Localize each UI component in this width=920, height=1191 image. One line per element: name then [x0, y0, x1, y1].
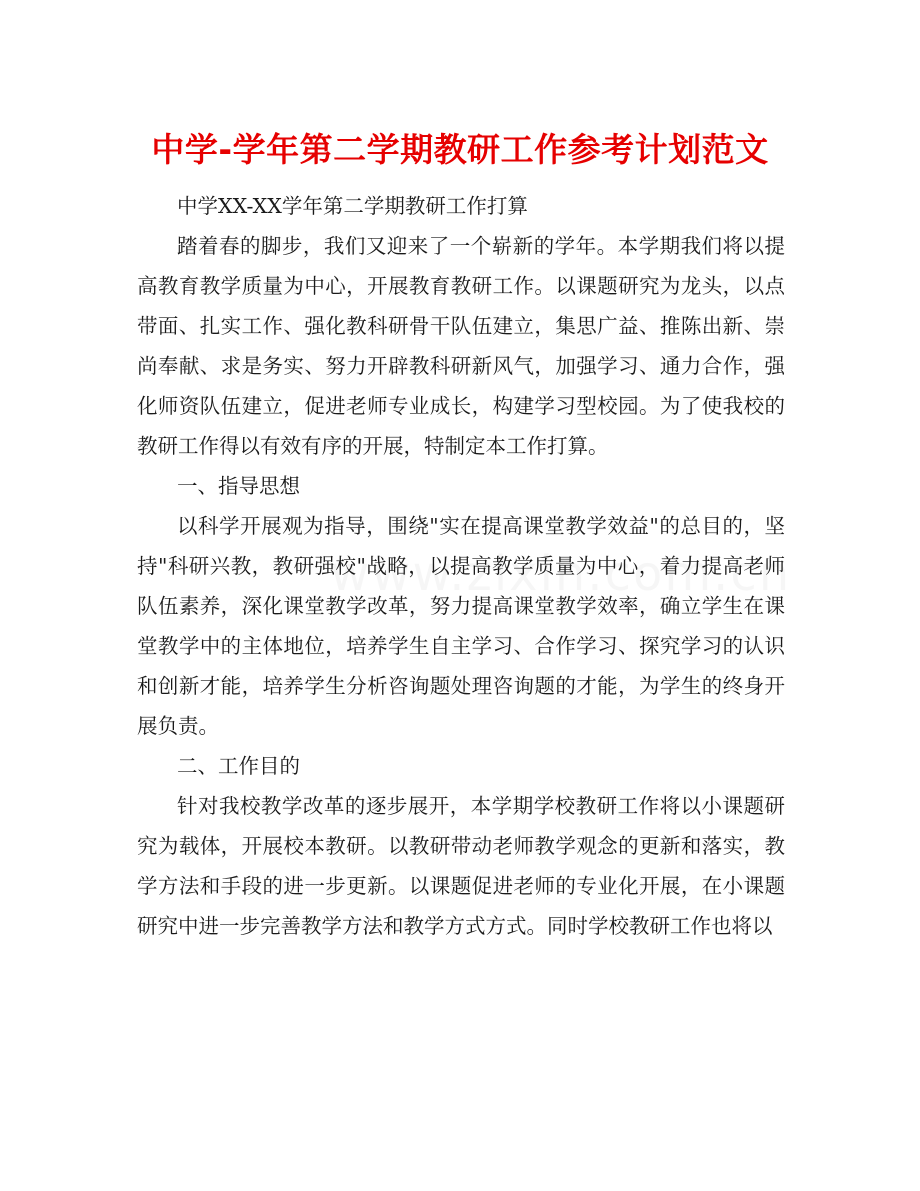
intro-paragraph: 踏着春的脚步，我们又迎来了一个崭新的学年。本学期我们将以提高教育教学质量为中心，开展教育教研工作。以课题研究为龙头，以点带面、扎实工作、强化教科研骨干队伍建立，集思广益、推陈出新、崇尚奉献、求是务实、努力开辟教科研新风气，加强学习、通力合作，强化师资队伍建立，促进老师专业成长，构建学习型校园。为了使我校的教研工作得以有效有序的开展，特制定本工作打算。 — [137, 234, 785, 458]
document-title: 中学-学年第二学期教研工作参考计划范文 — [151, 130, 769, 169]
subtitle-paragraph: 中学XX-XX学年第二学期教研工作打算 — [177, 194, 528, 218]
guiding-thought-paragraph: 以科学开展观为指导，围绕"实在提高课堂教学效益"的总目的，坚持"科研兴教，教研强校"战略，以提高教学质量为中心，着力提高老师队伍素养，深化课堂教学改革，努力提高课堂教学效率，确立学生在课堂教学中的主体地位，培养学生自主学习、合作学习、探究学习的认识和创新才能，培养学生分析咨询题处理咨询题的才能，为学生的终身开展负责。 — [137, 514, 785, 738]
work-goal-paragraph: 针对我校教学改革的逐步展开，本学期学校教研工作将以小课题研究为载体，开展校本教研。以教研带动老师教学观念的更新和落实，教学方法和手段的进一步更新。以课题促进老师的专业化开展，在小课题研究中进一步完善教学方法和教学方式方式。同时学校教研工作也将以 — [137, 794, 785, 938]
document-body — [137, 186, 785, 946]
section-heading-work-goal: 二、工作目的 — [177, 754, 300, 778]
section-heading-guiding-thought: 一、指导思想 — [177, 474, 300, 498]
